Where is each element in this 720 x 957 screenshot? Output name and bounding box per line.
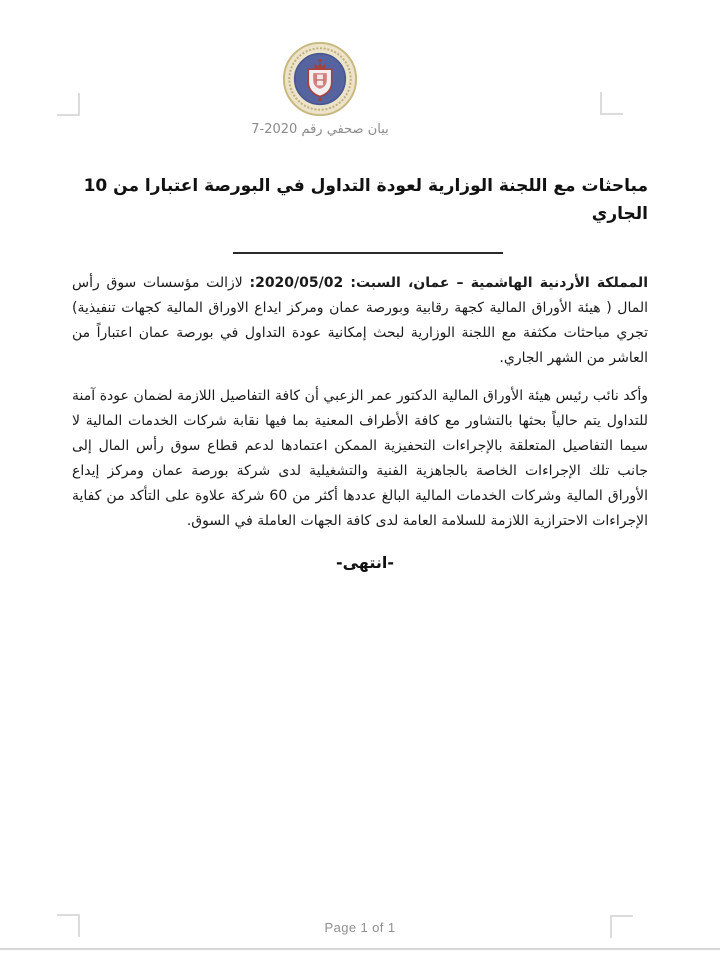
title-divider [233,252,503,254]
paragraph-2 [72,384,648,534]
document-body [72,172,648,572]
footer-divider-line [0,948,720,950]
press-release-number: بيان صحفي رقم 2020-7 [251,122,389,137]
corner-mark-top-right [600,92,623,115]
end-of-release-marker: -انتهى- [335,553,395,572]
letterhead-header [240,40,400,137]
corner-mark-top-left [57,93,80,116]
page-indicator: Page 1 of 1 [324,920,396,935]
paragraph-1-text: لازالت مؤسسات سوق رأس المال ( هيئة الأوراق المالية كجهة رقابية وبورصة عمان ومركز ايداع الاوراق المالية كجهات تنفيذية) تجري مباحثات مكثفة مع اللجنة الوزارية لبحث إمكانية عودة التداول في بورصة عمان اعتباراً من العاشر من الشهر الجاري. [72,275,648,366]
paragraph-2-text: وأكد نائب رئيس هيئة الأوراق المالية الدكتور عمر الزعبي أن كافة التفاصيل اللازمة لضمان عودة آمنة للتداول يتم حالياً بحثها بالتشاور مع كافة الأطراف المعنية بما فيها نقابة شركات الخدمات المالية لا سيما التفاصيل المتعلقة بالإجراءات التحفيزية الممكن اعتمادها لدعم قطاع سوق رأس المال إلى جانب تلك الإجراءات الخاصة بالجاهزية الفنية والتشغيلية لدى شركة بورصة عمان ومركز إيداع الأوراق المالية وشركات الخدمات المالية البالغ عددها أكثر من 60 شركة علاوة على التأكد من كفاية الإجراءات الاحترازية اللازمة للسلامة العامة لدى كافة الجهات العاملة في السوق. [72,388,648,529]
paragraph-1-dateline: المملكة الأردنية الهاشمية – عمان، السبت: 2020/05/02: [249,275,648,291]
organization-seal-icon [280,40,360,118]
paragraph-1 [72,271,648,371]
press-release-title: مباحثات مع اللجنة الوزارية لعودة التداول في البورصة اعتبارا من 10 الجاري [83,176,648,224]
